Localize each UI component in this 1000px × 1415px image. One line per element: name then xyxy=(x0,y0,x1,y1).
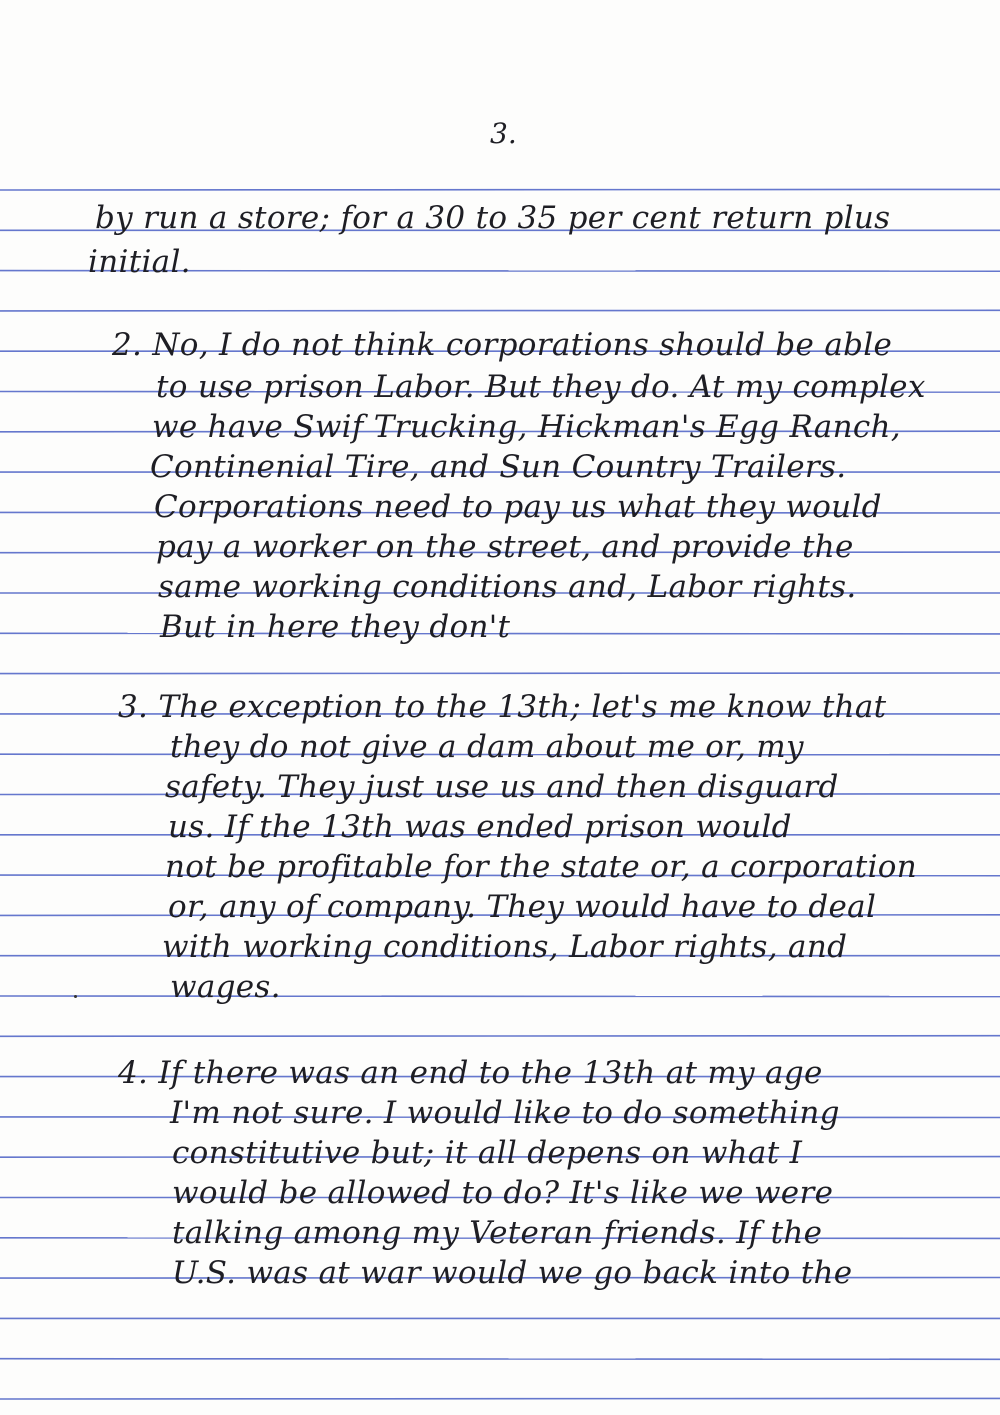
handwritten-line: 4. If there was an end to the 13th at my age xyxy=(118,1055,823,1091)
handwritten-line: not be profitable for the state or, a corporation xyxy=(165,849,918,885)
rule-line xyxy=(0,310,1000,311)
handwritten-line: I'm not sure. I would like to do something xyxy=(170,1095,840,1131)
handwritten-line: safety. They just use us and then disguard xyxy=(165,769,839,805)
page-number: 3. xyxy=(490,117,517,150)
handwritten-line: But in here they don't xyxy=(160,609,511,645)
handwritten-line: we have Swif Trucking, Hickman's Egg Ranch, xyxy=(152,409,901,445)
rule-line xyxy=(0,996,1000,997)
handwritten-line: talking among my Veteran friends. If the xyxy=(172,1215,823,1251)
rule-line xyxy=(0,1036,1000,1037)
stray-ink-dot xyxy=(74,995,77,998)
handwritten-line: 2. No, I do not think corporations should be able xyxy=(112,327,893,363)
handwritten-line: same working conditions and, Labor rights. xyxy=(158,569,857,605)
handwritten-line: wages. xyxy=(170,969,281,1005)
handwritten-line: with working conditions, Labor rights, and xyxy=(162,929,848,965)
rule-line xyxy=(0,189,1000,190)
handwritten-line: they do not give a dam about me or, my xyxy=(170,729,804,765)
rule-line xyxy=(0,1359,1000,1360)
handwritten-line: or, any of company. They would have to deal xyxy=(168,889,877,925)
handwritten-line: us. If the 13th was ended prison would xyxy=(168,809,792,845)
handwritten-line: Continenial Tire, and Sun Country Trailers. xyxy=(150,449,847,485)
handwritten-line: constitutive but; it all depens on what I xyxy=(172,1135,803,1171)
handwritten-line: 3. The exception to the 13th; let's me know that xyxy=(118,689,887,725)
rule-line xyxy=(0,673,1000,674)
handwritten-line: pay a worker on the street, and provide the xyxy=(156,529,854,565)
handwritten-line: U.S. was at war would we go back into the xyxy=(172,1255,853,1291)
handwritten-line: would be allowed to do? It's like we were xyxy=(172,1175,834,1211)
handwritten-line: to use prison Labor. But they do. At my complex xyxy=(156,369,926,405)
rule-line xyxy=(0,1398,1000,1399)
handwritten-line: Corporations need to pay us what they would xyxy=(154,489,882,525)
handwritten-line: by run a store; for a 30 to 35 per cent return plus xyxy=(95,200,891,236)
handwritten-line: initial. xyxy=(88,244,191,280)
